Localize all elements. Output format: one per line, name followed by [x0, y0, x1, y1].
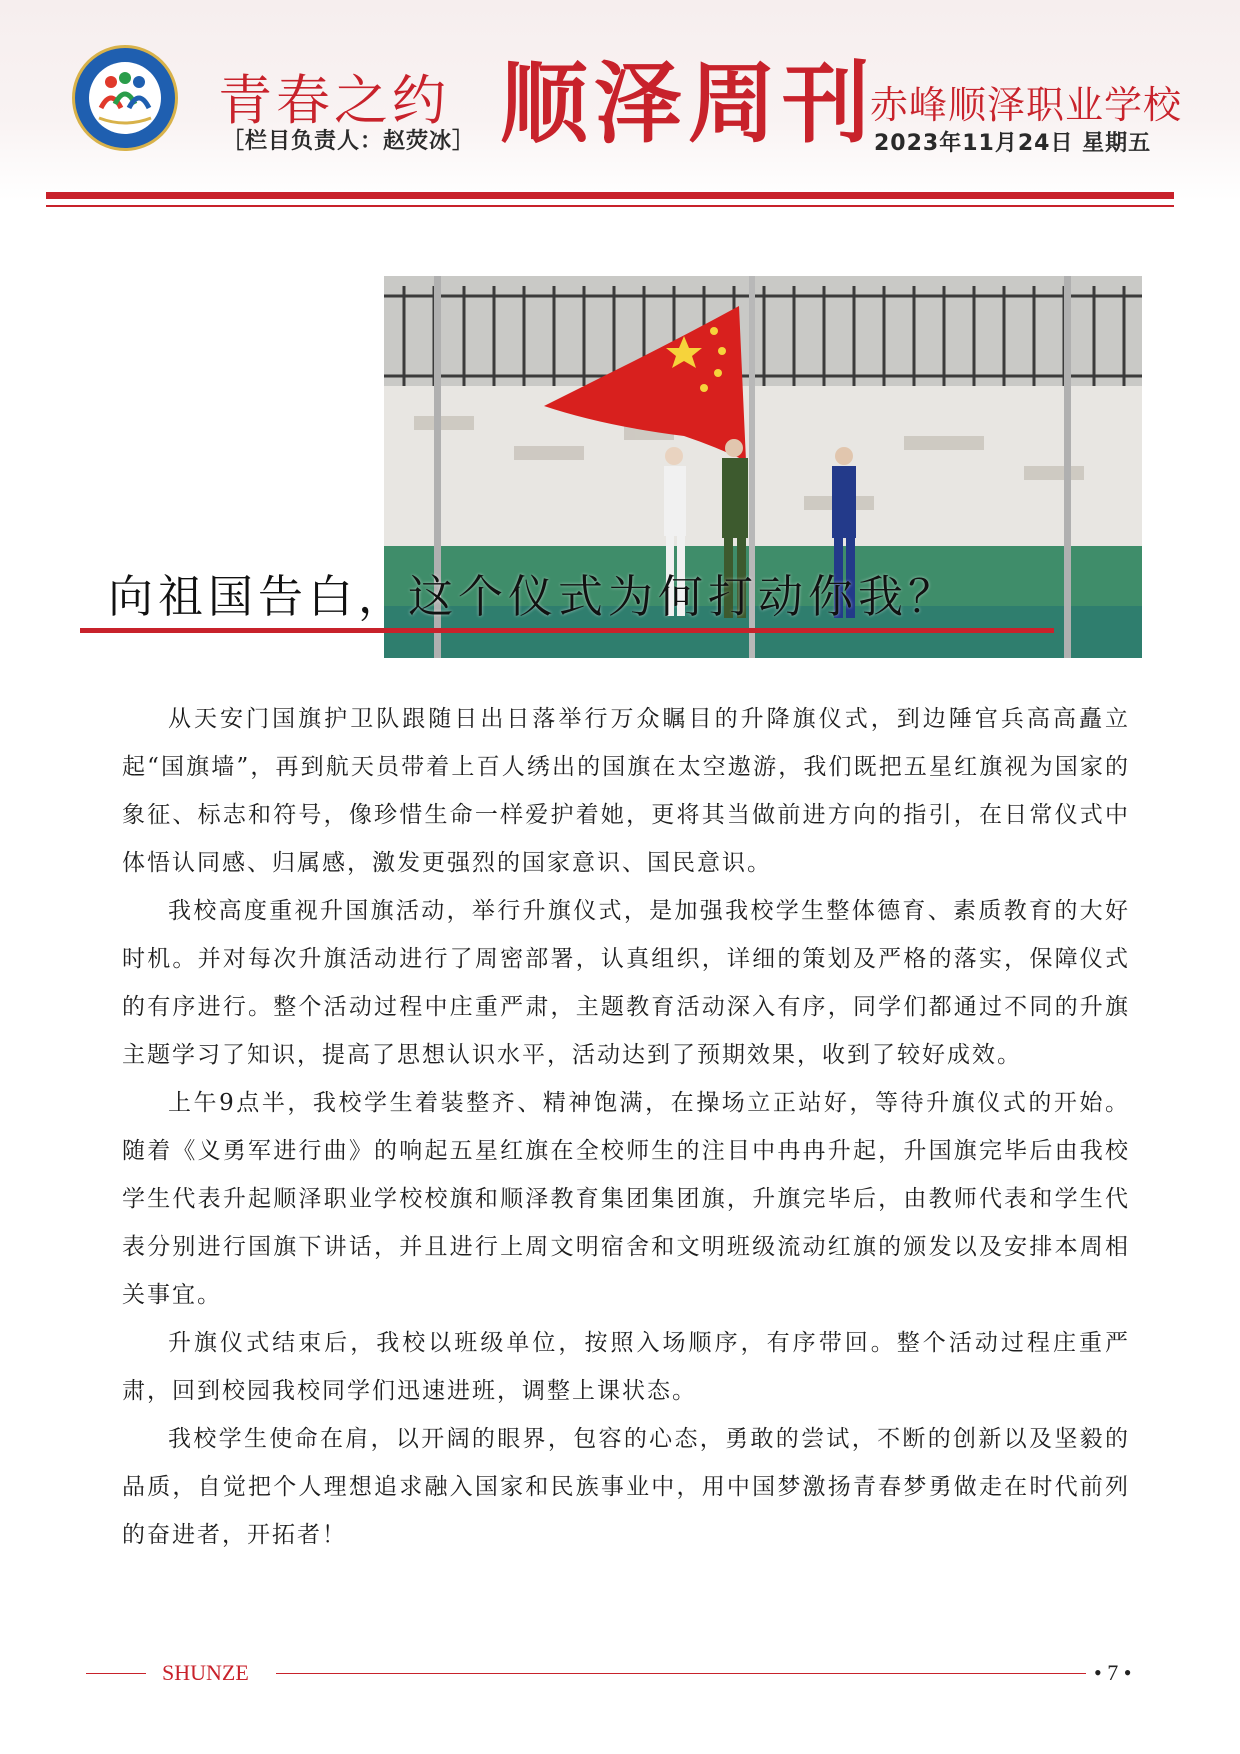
footer-brand: SHUNZE	[162, 1660, 249, 1685]
footer-rule-right	[276, 1673, 1086, 1674]
school-name: 赤峰顺泽职业学校	[870, 83, 1183, 127]
article-title: 向祖国告白，这个仪式为何打动你我？	[108, 570, 959, 623]
article-paragraph: 我校学生使命在肩，以开阔的眼界，包容的心态，勇敢的尝试，不断的创新以及坚毅的品质，自觉把个人理想追求融入国家和民族事业中，用中国梦激扬青春梦勇做走在时代前列的奋进者，开拓者！	[122, 1426, 1130, 1548]
issue-date: 2023年11月24日 星期五	[874, 131, 1152, 156]
article-paragraph: 从天安门国旗护卫队跟随日出日落举行万众瞩目的升降旗仪式，到边陲官兵高高矗立起“国旗墙”，再到航天员带着上百人绣出的国旗在太空遨游，我们既把五星红旗视为国家的象征、标志和符号，像珍惜生命一样爱护着她，更将其当做前进方向的指引，在日常仪式中体悟认同感、归属感，激发更强烈的国家意识、国民意识。	[122, 706, 1130, 876]
header-rule-thick	[46, 192, 1174, 199]
article-paragraph: 上午9点半，我校学生着装整齐、精神饱满，在操场立正站好，等待升旗仪式的开始。随着《义勇军进行曲》的响起五星红旗在全校师生的注目中冉冉升起，升国旗完毕后由我校学生代表升起顺泽职业学校校旗和顺泽教育集团集团旗，升旗完毕后，由教师代表和学生代表分别进行国旗下讲话，并且进行上周文明宿舍和文明班级流动红旗的颁发以及安排本周相关事宜。	[122, 1090, 1130, 1308]
article-body	[122, 695, 1130, 1559]
article-paragraph: 我校高度重视升国旗活动，举行升旗仪式，是加强我校学生整体德育、素质教育的大好时机。并对每次升旗活动进行了周密部署，认真组织，详细的策划及严格的落实，保障仪式的有序进行。整个活动过程中庄重严肃，主题教育活动深入有序，同学们都通过不同的升旗主题学习了知识，提高了思想认识水平，活动达到了预期效果，收到了较好成效。	[122, 898, 1130, 1068]
title-underline	[80, 628, 1054, 633]
column-editor: ［栏目负责人：赵荧冰］	[222, 129, 476, 154]
article-paragraph: 升旗仪式结束后，我校以班级单位，按照入场顺序，有序带回。整个活动过程庄重严肃，回到校园我校同学们迅速进班，调整上课状态。	[122, 1330, 1130, 1404]
footer-rule-left	[86, 1673, 146, 1674]
magazine-title: 顺泽周刊	[500, 52, 877, 155]
emblem-figures-icon	[93, 68, 157, 128]
page-number: • 7 •	[1094, 1660, 1132, 1685]
column-title: 青春之约	[218, 69, 450, 132]
header-rule-thin	[46, 205, 1174, 207]
emblem-center	[89, 62, 161, 134]
school-emblem-icon	[72, 45, 178, 151]
